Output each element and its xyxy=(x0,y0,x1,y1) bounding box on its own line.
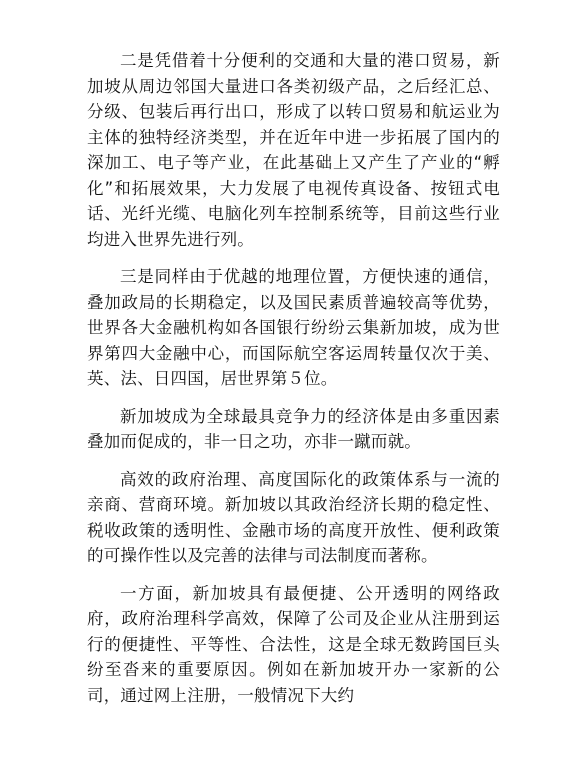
paragraph-online-government: 一方面，新加坡具有最便捷、公开透明的网络政府，政府治理科学高效，保障了公司及企业从注册到运行的便捷性、平等性、合法性，这是全球无数跨国巨头纷至沓来的重要原因。例如在新加坡开办一家新的公司，通过网上注册，一般情况下大约 xyxy=(87,583,500,705)
paragraph-port-trade: 二是凭借着十分便利的交通和大量的港口贸易，新加坡从周边邻国大量进口各类初级产品，之后经汇总、分级、包装后再行出口，形成了以转口贸易和航运业为主体的独特经济类型，并在近年中进一步拓展了国内的深加工、电子等产业，在此基础上又产生了产业的“孵化”和拓展效果，大力发展了电视传真设备、按钮式电话、光纤光缆、电脑化列车控制系统等，目前这些行业均进入世界先进行列。 xyxy=(87,51,500,249)
paragraph-financial-center: 三是同样由于优越的地理位置，方便快速的通信，叠加政局的长期稳定，以及国民素质普遍较高等优势，世界各大金融机构如各国银行纷纷云集新加坡，成为世界第四大金融中心，而国际航空客运周转量仅次于美、英、法、日四国，居世界第５位。 xyxy=(87,267,500,388)
paragraph-governance: 高效的政府治理、高度国际化的政策体系与一流的亲商、营商环境。新加坡以其政治经济长期的稳定性、税收政策的透明性、金融市场的高度开放性、便利政策的可操作性以及完善的法律与司法制度而著称。 xyxy=(87,469,500,565)
document-body xyxy=(87,48,500,720)
paragraph-competitiveness: 新加坡成为全球最具竞争力的经济体是由多重因素叠加而促成的，非一日之功，亦非一蹴而就。 xyxy=(87,406,500,451)
